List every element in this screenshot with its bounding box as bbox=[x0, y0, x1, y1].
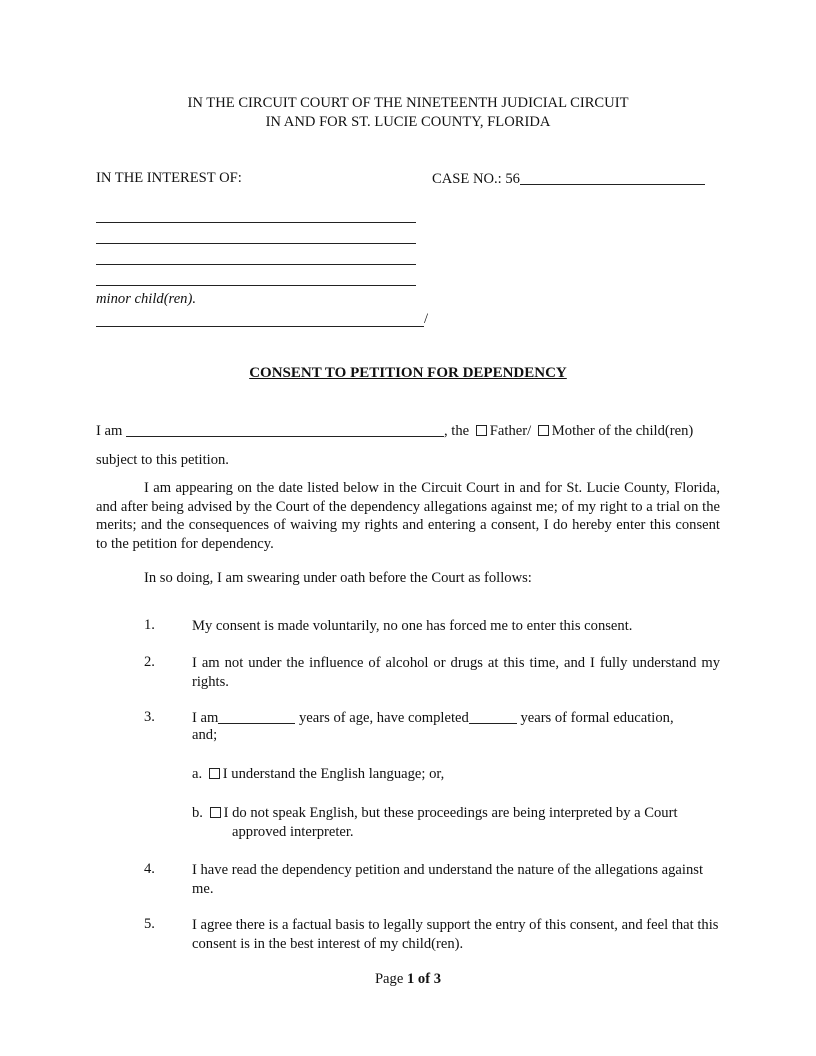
education-blank[interactable] bbox=[469, 709, 517, 724]
consent-paragraph: I am appearing on the date listed below in the Circuit Court in and for St. Lucie County, Florida, and after being advised by the Court of the dependency allegations against me; of my right to a trial on the merits; and the consequences of waiving my rights and entering a consent, I do hereby enter this consent to the petition for dependency. bbox=[96, 480, 720, 552]
father-label: Father/ bbox=[489, 423, 532, 439]
child-name-line-4[interactable] bbox=[96, 285, 416, 286]
minor-children-label: minor child(ren). bbox=[96, 291, 196, 307]
item-3-and: and; bbox=[192, 727, 218, 743]
page-footer bbox=[0, 971, 816, 988]
child-name-line-2[interactable] bbox=[96, 243, 416, 244]
subject-line: subject to this petition. bbox=[96, 452, 229, 468]
intro-line bbox=[96, 422, 720, 440]
parent-name-blank[interactable] bbox=[126, 422, 444, 437]
item-5-number: 5. bbox=[144, 916, 155, 932]
i-am-text: I am bbox=[96, 423, 123, 439]
mother-label: Mother of the child(ren) bbox=[551, 423, 694, 439]
item-2-text: I am not under the influence of alcohol or drugs at this time, and I fully understand my rights. bbox=[192, 655, 720, 690]
child-name-line-1[interactable] bbox=[96, 222, 416, 223]
court-heading-line-1: IN THE CIRCUIT COURT OF THE NINETEENTH JUDICIAL CIRCUIT bbox=[187, 95, 629, 111]
item-3b-text: I do not speak English, but these proceedings are being interpreted by a Court bbox=[223, 805, 678, 821]
item-3b-label: b. bbox=[192, 805, 203, 821]
item-2-number: 2. bbox=[144, 654, 155, 670]
the-text: , the bbox=[444, 423, 470, 439]
page-number: 1 bbox=[406, 971, 415, 987]
oath-paragraph: In so doing, I am swearing under oath before the Court as follows: bbox=[144, 570, 532, 586]
item-3a-text: I understand the English language; or, bbox=[222, 766, 445, 782]
caption-closing-line bbox=[96, 326, 424, 327]
total-pages: 3 bbox=[433, 971, 442, 987]
father-checkbox[interactable] bbox=[476, 425, 487, 436]
court-heading-line-2: IN AND FOR ST. LUCIE COUNTY, FLORIDA bbox=[265, 114, 551, 130]
interpreter-checkbox[interactable] bbox=[210, 807, 221, 818]
mother-checkbox[interactable] bbox=[538, 425, 549, 436]
document-title: CONSENT TO PETITION FOR DEPENDENCY bbox=[249, 365, 567, 381]
page-word: Page bbox=[374, 971, 404, 987]
item-3-number: 3. bbox=[144, 709, 155, 725]
item-3a bbox=[192, 766, 444, 783]
item-3-formal-education: years of formal education, bbox=[520, 710, 674, 726]
age-blank[interactable] bbox=[218, 709, 295, 724]
item-1-text: My consent is made voluntarily, no one has forced me to enter this consent. bbox=[192, 618, 633, 634]
caption-slash: / bbox=[424, 311, 429, 327]
item-5-text: I agree there is a factual basis to legally support the entry of this consent, and feel that this consent is in the best interest of my child(ren). bbox=[192, 917, 719, 952]
child-name-line-3[interactable] bbox=[96, 264, 416, 265]
item-3b-text-continued: approved interpreter. bbox=[232, 824, 354, 840]
item-3-i-am: I am bbox=[192, 710, 219, 726]
case-number-blank[interactable] bbox=[520, 170, 705, 185]
of-word: of bbox=[417, 971, 431, 987]
case-number bbox=[432, 170, 705, 188]
english-checkbox[interactable] bbox=[209, 768, 220, 779]
item-3a-label: a. bbox=[192, 766, 203, 782]
item-4-number: 4. bbox=[144, 861, 155, 877]
interest-of-label: IN THE INTEREST OF: bbox=[96, 170, 242, 186]
case-number-label: CASE NO.: 56 bbox=[432, 171, 520, 187]
item-3-text bbox=[192, 709, 674, 727]
item-3-years-age: years of age, have completed bbox=[299, 710, 469, 726]
item-3b bbox=[192, 805, 678, 822]
item-4-text: I have read the dependency petition and understand the nature of the allegations against me. bbox=[192, 862, 703, 897]
item-1-number: 1. bbox=[144, 617, 155, 633]
